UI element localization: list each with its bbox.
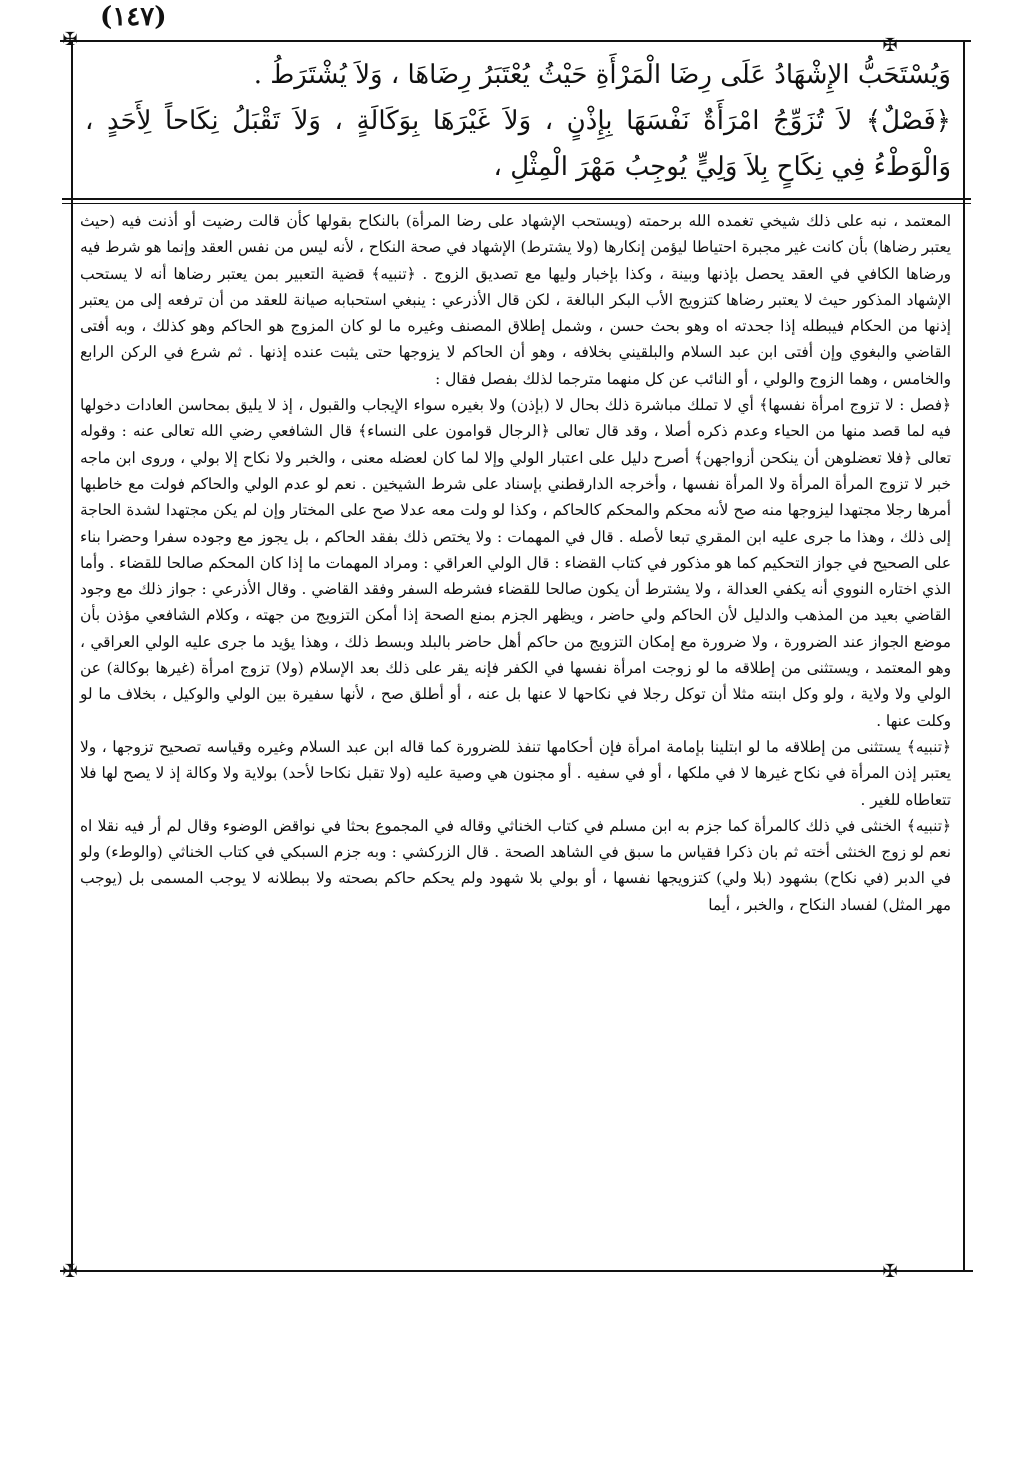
sharh-paragraph: ﴿تنبيه﴾ الخنثى في ذلك كالمرأة كما جزم به ابن مسلم في كتاب الخناثي وقاله في المجموع بحثا في نواقض الوضوء وقال لم أر فيه نقلا اه نعم لو زوج الخنثى أخته ثم بان ذكرا فقياس ما سبق في الشاهد الصحة . قال الزركشي : وبه جزم السبكي في كتاب الخناثي (والوطء) ولو في الدبر (في نكاح) بشهود (بلا ولي) كتزويجها نفسها ، أو بولي بلا شهود ولم يحكم حاكم بصحته ولا ببطلانه لا يوجب المسمى بل (يوجب مهر المثل) لفساد النكاح ، والخبر ، أيما [80, 816, 951, 914]
matn-section [85, 52, 951, 190]
page-number: (١٤٧) [100, 2, 167, 32]
sharh-paragraph: المعتمد ، نبه على ذلك شيخي تغمده الله برحمته (ويستحب الإشهاد على رضا المرأة) بالنكاح بقولها كأن قالت رضيت أو أذنت فيه (حيث يعتبر رضاها) بأن كانت غير مجبرة احتياطا ليؤمن إنكارها (ولا يشترط) الإشهاد في صحة النكاح ، لأنه ليس من نفس العقد وإنما هو شرط فيه ورضاها الكافي في العقد يحصل بإذنها وبينة ، وكذا بإخبار وليها مع تصديق الزوج . ﴿تنبيه﴾ قضية التعبير بمن يعتبر رضاها أنه لا يستحب الإشهاد المذكور حيث لا يعتبر رضاها كتزويج الأب البكر البالغة ، لكن قال الأذرعي : ينبغي استحبابه صيانة للعقد من أن ترفعه إلى من يعتبر إذنها من الحكام فيبطله إذا جحدته اه وهو بحث حسن ، وشمل إطلاق المصنف وغيره ما لو كان المزوج هو الحاكم وهو كذلك ، وبه أفتى القاضي والبغوي وإن أفتى ابن عبد السلام والبلقيني بخلافه ، وهو أن الحاكم لا يزوجها حتى يثبت عنده إذنها . ثم شرع في الركن الرابع والخامس ، وهما الزوج والولي ، أو النائب عن كل منهما مترجما لذلك بفصل فقال : [80, 212, 952, 388]
frame-bottom-rule [60, 1270, 973, 1272]
frame-left-rule [71, 40, 73, 1272]
matn-paragraph: وَيُسْتَحَبُّ الإِشْهَادُ عَلَى رِضَا الْمَرْأَةِ حَيْثُ يُعْتَبَرُ رِضَاهَا ، وَلاَ يُشْتَرَطُ . [253, 60, 951, 90]
sharh-paragraph: ﴿فصل : لا تزوج امرأة نفسها﴾ أي لا تملك مباشرة ذلك بحال لا (بإذن) ولا بغيره سواء الإيجاب والقبول ، إذ لا يليق بمحاسن العادات دخولها فيه لما قصد منها من الحياء وعدم ذكره أصلا ، وقد قال تعالى ﴿الرجال قوامون على النساء﴾ قال الشافعي رضي الله تعالى عنه : وقوله تعالى ﴿فلا تعضلوهن أن ينكحن أزواجهن﴾ أصرح دليل على اعتبار الولي وإلا لما كان لعضله معنى ، والخبر ولا نكاح إلا بولي ، وروى ابن ماجه خبر لا تزوج المرأة المرأة ولا المرأة نفسها ، وأخرجه الدارقطني بإسناد على شرط الشيخين . نعم لو عدم الولي والحاكم فولت مع خاطبها أمرها رجلا مجتهدا ليزوجها منه صح لأنه محكم والمحكم كالحاكم ، وكذا لو ولت معه عدلا صح على المختار وإن لم يكن مجتهدا لشدة الحاجة إلى ذلك ، وهذا ما جرى عليه ابن المقري تبعا لأصله . قال في المهمات : ولا يختص ذلك بفقد الحاكم ، بل يجوز مع وجوده سفرا وحضرا بناء على الصحيح في جواز التحكيم كما هو مذكور في كتاب القضاء : قال الولي العراقي : ومراد المهمات ما إذا كان المحكم صالحا للقضاء . وأما الذي اختاره النووي أنه يكفي العدالة ، ولا يشترط أن يكون صالحا للقضاء فشرطه السفر وفقد القاضي . وقال الأذرعي : جواز ذلك مع وجود القاضي بعيد من المذهب والدليل لأن الحاكم ولي حاضر ، ويظهر الجزم بمنع الصحة إذا أمكن التزويج من جهته ، وكلام الشافعي مؤذن بأن موضع الجواز عند الضرورة ، ولا ضرورة مع إمكان التزويج من حاكم أهل حاضر بالبلد وبسط ذلك ، وهذا يؤيد ما جرى عليه الولي العراقي ، وهو المعتمد ، ويستثنى من إطلاقه ما لو زوجت امرأة نفسها في الكفر فإنه يقر على ذلك بعد الإسلام (ولا) تزوج امرأة (غيرها بوكالة) عن الولي ولا ولاية ، ولو وكل ابنته مثلا أن توكل رجلا في نكاحها لا عنها بل عنه ، أو أطلق صح ، لأنها سفيرة بين الولي والوكيل ، بخلاف ما لو وكلت عنها . [80, 396, 951, 730]
corner-ornament-icon: ✠ [62, 29, 78, 50]
corner-ornament-icon: ✠ [62, 1261, 78, 1282]
frame-top-rule [60, 40, 971, 42]
sharh-section [80, 208, 951, 918]
corner-ornament-icon: ✠ [882, 1261, 898, 1282]
frame-right-rule [963, 40, 965, 1272]
matn-paragraph: ﴿فَصْلٌ﴾ لاَ تُزَوِّجُ امْرَأَةٌ نَفْسَهَا بِإِذْنٍ ، وَلاَ غَيْرَهَا بِوَكَالَةٍ ، وَلاَ تَقْبَلُ نِكَاحاً لِأَحَدٍ ، وَالْوَطْءُ فِي نِكَاحٍ بِلاَ وَلِيٍّ يُوجِبُ مَهْرَ الْمِثْلِ ، [85, 106, 951, 182]
corner-ornament-icon: ✠ [882, 35, 898, 56]
frame-divider-thin [62, 203, 971, 204]
frame-divider-thick [62, 198, 971, 200]
sharh-paragraph: ﴿تنبيه﴾ يستثنى من إطلاقه ما لو ابتلينا بإمامة امرأة فإن أحكامها تنفذ للضرورة كما قاله ابن عبد السلام وغيره وقياسه تصحيح تزوجها ، ولا يعتبر إذن المرأة في نكاح غيرها لا في ملكها ، أو في سفيه . أو مجنون هي وصية عليه (ولا تقبل نكاحا لأحد) بولاية ولا وكالة إذ لا يصح لها فلا تتعاطاه للغير . [80, 737, 951, 809]
